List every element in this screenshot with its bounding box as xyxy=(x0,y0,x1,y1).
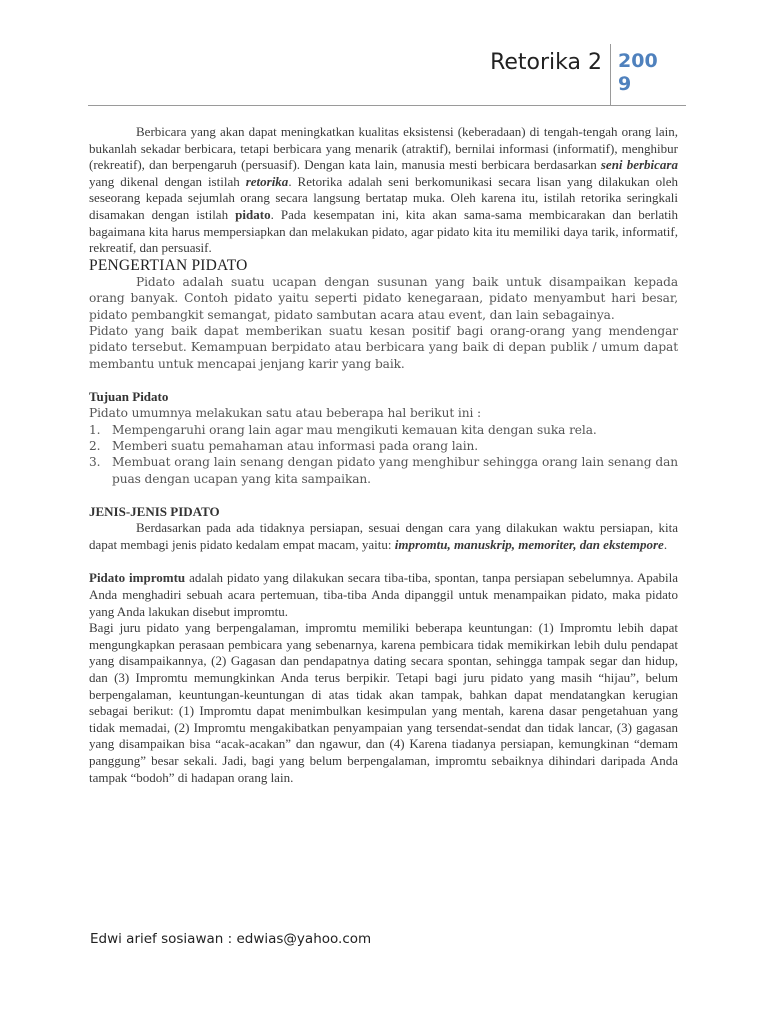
jenis-text: . xyxy=(663,536,668,552)
document-title: Retorika 2 xyxy=(490,50,602,75)
impromtu-paragraph-2: Bagi juru pidato yang berpengalaman, impromtu memiliki beberapa keuntungan: (1) Impromtu lebih dapat mengungkapkan perasaan pembicara yang sebenarnya, karena pembicara tidak memikirkan lebih dulu pendapat yang disampaikannya, (2) Gagasan dan pendapatnya dating secara spontan, sehingga tampak segar dan hidup, dan (3) Impromtu memungkinkan Anda terus berpikir. Tetapi bagi juru pidato yang masih “hijau”, belum berpengalaman, keuntungan-keuntungan di atas tidak akan tampak, bahkan dapat mendatangkan kerugian sebagai berikut: (1) Impromtu dapat menimbulkan kesimpulan yang mentah, karena dasar pengetahuan yang tidak memadai, (2) Impromtu mengakibatkan penyampaian yang tersendat-sendat dan tidak lancar, (3) gagasan yang disampaikan bisa “acak-acakan” dan ngawur, dan (4) Karena tiadanya persiapan, kemungkinan “demam panggung” besar sekali. Jadi, bagi yang belum berpengalaman, impromtu sebaiknya dihindari daripada Anda tampak “bodoh” di hadapan orang lain. xyxy=(89,620,678,785)
list-text: Mempengaruhi orang lain agar mau mengikuti kemauan kita dengan suka rela. xyxy=(112,422,597,437)
intro-text: yang dikenal dengan istilah xyxy=(89,173,246,189)
tujuan-intro: Pidato umumnya melakukan satu atau beberapa hal berikut ini : xyxy=(89,406,482,421)
pengertian-paragraph-1: Pidato adalah suatu ucapan dengan susunan yang baik untuk disampaikan kepada orang banyak. Contoh pidato yaitu seperti pidato kenegaraan, pidato menyambut hari besar, pidato pembangkit semangat, pidato sambutan acara atau event, dan lain sebagainya. xyxy=(89,274,678,322)
heading-pengertian: PENGERTIAN PIDATO xyxy=(89,256,248,274)
list-item xyxy=(89,422,678,438)
intro-text: . Pada kesempatan ini, kita akan sama-sama membicarakan dan berlatih bagaimana kita harus mempersiapkan dan melakukan pidato, agar pidato kita itu memiliki daya tarik, informatif, rekreatif, dan persuasif. xyxy=(89,206,678,256)
tujuan-list xyxy=(89,422,678,488)
header-rule xyxy=(88,105,686,106)
intro-emphasis-pidato: pidato xyxy=(235,206,271,222)
document-body xyxy=(89,124,678,786)
pengertian-paragraph-2: Pidato yang baik dapat memberikan suatu kesan positif bagi orang-orang yang mendengar pidato tersebut. Kemampuan berpidato atau berbicara yang baik di depan publik / umum dapat membantu untuk mencapai jenjang karir yang baik. xyxy=(89,323,678,371)
intro-paragraph xyxy=(89,124,678,257)
page-footer: Edwi arief sosiawan : edwias@yahoo.com xyxy=(90,931,372,947)
year-line-2: 9 xyxy=(618,73,632,95)
list-number: 2. xyxy=(89,439,101,453)
intro-emphasis-seni-berbicara: seni berbicara xyxy=(600,157,678,173)
page-header xyxy=(88,44,686,106)
list-text: Memberi suatu pemahaman atau informasi pada orang lain. xyxy=(112,439,479,453)
document-year xyxy=(618,50,678,96)
intro-text: . Retorika adalah seni berkomunikasi secara lisan yang dilakukan oleh seseorang kepada sejumlah orang secara langsung bertatap muka. Oleh karena itu, istilah retorika seringkali disamakan dengan istilah xyxy=(89,173,678,222)
jenis-emphasis: impromtu, manuskrip, memoriter, dan ekstempore xyxy=(394,536,664,552)
impromtu-term: Pidato impromtu xyxy=(89,570,186,586)
heading-jenis: JENIS-JENIS PIDATO xyxy=(89,504,220,520)
list-number: 3. xyxy=(89,455,101,470)
header-divider xyxy=(610,44,611,106)
impromtu-paragraph-1 xyxy=(89,570,678,620)
intro-emphasis-retorika: retorika xyxy=(245,173,289,189)
year-line-1: 200 xyxy=(618,50,658,72)
jenis-paragraph xyxy=(89,520,678,553)
list-item xyxy=(89,454,678,487)
list-number: 1. xyxy=(89,422,101,437)
list-text: Membuat orang lain senang dengan pidato yang menghibur sehingga orang lain senang dan puas dengan ucapan yang kita sampaikan. xyxy=(112,455,678,486)
list-item xyxy=(89,438,678,454)
heading-tujuan: Tujuan Pidato xyxy=(89,389,169,405)
impromtu-text: adalah pidato yang dilakukan secara tiba-tiba, spontan, tanpa persiapan sebelumnya. Apabila Anda menghadiri sebuah acara pertemuan, tiba-tiba Anda dipanggil untuk menampaikan pidato, maka pidato yang Anda lakukan disebut impromtu. xyxy=(89,570,678,619)
intro-text: Berbicara yang akan dapat meningkatkan kualitas eksistensi (keberadaan) di tengah-tengah orang lain, bukanlah sekadar berbicara, tetapi berbicara yang menarik (atraktif), bernilai informasi (informatif), menghibur (rekreatif), dan berpengaruh (persuasif). Dengan kata lain, manusia mesti berbicara berdasarkan xyxy=(89,124,678,173)
jenis-text: Berdasarkan pada ada tidaknya persiapan, sesuai dengan cara yang dilakukan waktu persiapan, kita dapat membagi jenis pidato kedalam empat macam, yaitu: xyxy=(89,520,678,552)
